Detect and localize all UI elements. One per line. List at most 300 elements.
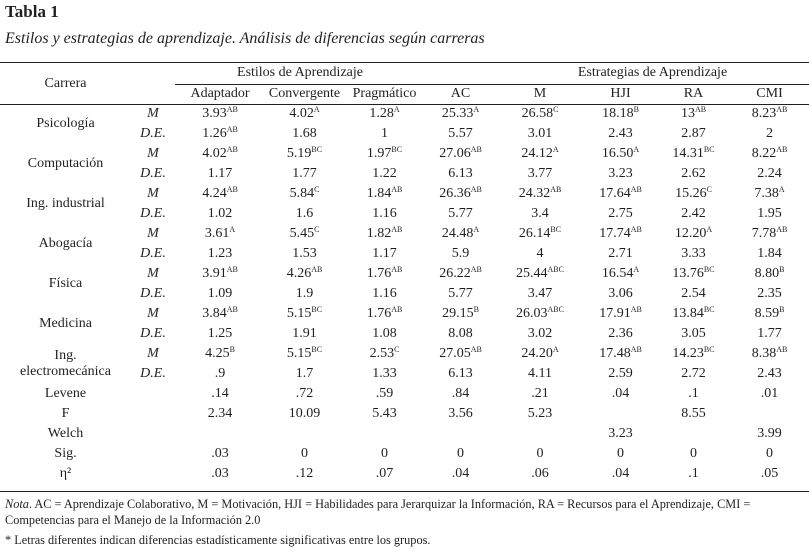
value-cell	[265, 224, 344, 244]
cell-value: 2.59	[608, 366, 633, 381]
value-cell	[730, 264, 809, 284]
value-cell	[344, 124, 425, 144]
header-estilos-group: Estilos de Aprendizaje	[175, 63, 425, 84]
value-cell	[496, 324, 584, 344]
summary-value: 0	[617, 446, 625, 461]
carrera-label: Computación	[27, 156, 104, 171]
stat-label: M	[147, 146, 159, 161]
group-letters: B	[473, 305, 479, 314]
col-header: M	[533, 86, 547, 102]
cell-value: 24.32	[518, 186, 551, 201]
value-cell	[425, 304, 496, 324]
stat-label: M	[147, 266, 159, 281]
cell-value: 15.26	[675, 186, 707, 201]
summary-value: .21	[531, 386, 549, 401]
value-cell	[584, 244, 657, 264]
value-cell	[265, 184, 344, 204]
group-letters: AB	[226, 265, 238, 274]
cell-value: 1.77	[292, 166, 317, 181]
group-letters: AB	[694, 105, 707, 114]
value-cell	[175, 244, 265, 264]
summary-value: .06	[531, 466, 549, 481]
col-header: Pragmático	[352, 86, 417, 102]
value-cell	[496, 184, 584, 204]
cell-value: 24.20	[521, 346, 553, 361]
summary-value: .1	[688, 386, 699, 401]
cell-value: 26.36	[439, 186, 471, 201]
group-letters: AB	[470, 185, 482, 194]
group-letters: AB	[226, 145, 238, 154]
cell-value: 26.03	[516, 306, 548, 321]
value-cell	[425, 244, 496, 264]
cell-value: 2.87	[681, 126, 706, 141]
summary-label: Levene	[44, 386, 87, 401]
value-cell	[584, 164, 657, 184]
stat-label: D.E.	[140, 166, 166, 181]
summary-label: η²	[59, 466, 72, 481]
value-cell	[496, 284, 584, 304]
value-cell	[265, 364, 344, 384]
value-cell	[265, 264, 344, 284]
value-cell	[425, 204, 496, 224]
cell-value: 7.78	[751, 226, 777, 241]
carrera-label: Ing. industrial	[26, 196, 105, 211]
cell-value: 1.02	[207, 206, 233, 221]
value-cell	[175, 104, 265, 124]
cell-value: 5.77	[448, 286, 473, 301]
cell-value: 1.6	[295, 206, 314, 221]
cell-value: 4.26	[286, 266, 312, 281]
summary-label: Welch	[47, 426, 84, 441]
cell-value: 8.08	[448, 326, 473, 341]
summary-value	[425, 424, 496, 444]
group-letters: AB	[226, 305, 238, 314]
value-cell	[344, 264, 425, 284]
value-cell	[657, 104, 730, 124]
cell-value: 14.23	[672, 346, 704, 361]
cell-value: 1.84	[366, 186, 392, 201]
group-letters: BC	[703, 265, 715, 274]
cell-value: 1.17	[207, 166, 233, 181]
summary-row	[0, 404, 809, 424]
value-cell	[657, 264, 730, 284]
value-cell	[175, 324, 265, 344]
value-cell	[657, 324, 730, 344]
cell-value: 3.05	[681, 326, 706, 341]
summary-value: .59	[375, 386, 394, 401]
value-cell	[730, 204, 809, 224]
summary-value: 0	[690, 446, 698, 461]
value-cell	[425, 144, 496, 164]
cell-value: 26.58	[521, 106, 554, 121]
summary-value: .04	[611, 466, 630, 481]
group-letters: AB	[226, 125, 238, 134]
summary-value: .03	[211, 466, 229, 481]
cell-value: 1.68	[292, 126, 317, 141]
group-letters: C	[553, 105, 559, 114]
cell-value: 8.38	[751, 346, 777, 361]
value-cell	[584, 304, 657, 324]
value-cell	[584, 344, 657, 364]
table-footnote: * Letras diferentes indican diferencias estadísticamente significativas entre los grupos.	[5, 533, 431, 547]
value-cell	[344, 164, 425, 184]
value-cell	[730, 284, 809, 304]
summary-value	[175, 424, 265, 444]
group-letters: BC	[703, 345, 715, 354]
stat-label: D.E.	[140, 366, 166, 381]
cell-value: 8.22	[751, 146, 777, 161]
summary-row	[0, 384, 809, 404]
value-cell	[344, 104, 425, 124]
group-letters: C	[314, 185, 320, 194]
group-letters: A	[706, 225, 713, 234]
group-letters: A	[778, 185, 785, 194]
cell-value: 2.36	[608, 326, 633, 341]
summary-value	[657, 424, 730, 444]
value-cell	[496, 244, 584, 264]
table-row	[0, 264, 809, 284]
group-letters: A	[393, 105, 400, 114]
group-letters: B	[229, 345, 235, 354]
value-cell	[175, 224, 265, 244]
summary-value	[265, 424, 344, 444]
summary-label: Sig.	[54, 446, 77, 461]
carrera-label: Medicina	[39, 316, 92, 331]
value-cell	[175, 304, 265, 324]
value-cell	[425, 344, 496, 364]
value-cell	[730, 104, 809, 124]
value-cell	[496, 124, 584, 144]
summary-value: .04	[611, 386, 630, 401]
value-cell	[657, 164, 730, 184]
summary-value: 8.55	[681, 406, 706, 421]
carrera-label: Abogacía	[38, 236, 93, 251]
summary-value	[584, 404, 657, 424]
group-letters: AB	[470, 265, 482, 274]
summary-value: .03	[211, 446, 229, 461]
cell-value: 3.02	[527, 326, 553, 341]
stat-label: D.E.	[140, 206, 166, 221]
group-letters: A	[313, 105, 320, 114]
table-row	[0, 184, 809, 204]
summary-value	[344, 424, 425, 444]
cell-value: .9	[214, 366, 226, 381]
cell-value: 2.72	[681, 366, 706, 381]
carrera-label-line: Ing.	[54, 348, 77, 363]
cell-value: 2.53	[369, 346, 395, 361]
summary-value: 0	[766, 446, 774, 461]
cell-value: 5.45	[289, 226, 315, 241]
cell-value: 6.13	[448, 166, 473, 181]
cell-value: 24.48	[441, 226, 474, 241]
group-letters: AB	[630, 345, 642, 354]
cell-value: 5.77	[448, 206, 473, 221]
table-note	[5, 496, 805, 528]
summary-value: .07	[375, 466, 394, 481]
value-cell	[496, 344, 584, 364]
header-rule	[0, 104, 809, 105]
cell-value: 1.77	[757, 326, 782, 341]
value-cell	[175, 344, 265, 364]
cell-value: 3.01	[527, 126, 553, 141]
value-cell	[425, 124, 496, 144]
group-letters: A	[552, 345, 559, 354]
value-cell	[496, 104, 584, 124]
value-cell	[730, 244, 809, 264]
group-letters: AB	[550, 185, 562, 194]
cell-value: 3.06	[608, 286, 633, 301]
cell-value: 1.91	[292, 326, 317, 341]
value-cell	[657, 224, 730, 244]
summary-label: F	[61, 406, 70, 421]
stat-label: M	[147, 306, 159, 321]
stat-label: D.E.	[140, 326, 166, 341]
value-cell	[175, 124, 265, 144]
cell-value: 5.57	[448, 126, 473, 141]
summary-row	[0, 464, 809, 484]
cell-value: 1.09	[207, 286, 233, 301]
summary-value: .01	[760, 386, 779, 401]
value-cell	[265, 344, 344, 364]
group-letters: AB	[391, 225, 403, 234]
cell-value: 8.80	[754, 266, 780, 281]
col-header: CMI	[756, 86, 783, 102]
carrera-label: Física	[48, 276, 83, 291]
value-cell	[175, 264, 265, 284]
summary-value: .84	[451, 386, 470, 401]
summary-value: 3.23	[608, 426, 633, 441]
cell-value: 4.11	[528, 366, 552, 381]
value-cell	[584, 284, 657, 304]
cell-value: 1.16	[372, 286, 397, 301]
summary-value: .72	[295, 386, 314, 401]
group-letters: AB	[311, 265, 323, 274]
value-cell	[730, 344, 809, 364]
cell-value: 1.9	[295, 286, 314, 301]
value-cell	[265, 104, 344, 124]
stat-label: D.E.	[140, 246, 166, 261]
value-cell	[657, 124, 730, 144]
col-header: HJI	[610, 86, 631, 102]
group-letters: C	[394, 345, 400, 354]
table-row	[0, 144, 809, 164]
cell-value: 6.13	[448, 366, 473, 381]
value-cell	[584, 124, 657, 144]
cell-value: 1.84	[757, 246, 782, 261]
cell-value: 27.06	[439, 146, 471, 161]
value-cell	[344, 184, 425, 204]
group-letters: B	[779, 305, 785, 314]
group-letters: BC	[703, 145, 715, 154]
cell-value: 26.22	[439, 266, 471, 281]
group-letters: A	[633, 265, 640, 274]
value-cell	[265, 164, 344, 184]
cell-value: 5.15	[286, 346, 312, 361]
summary-value	[730, 404, 809, 424]
cell-value: 2.35	[757, 286, 782, 301]
group-letters: B	[779, 265, 785, 274]
cell-value: 25.33	[441, 106, 474, 121]
summary-value: .04	[451, 466, 470, 481]
summary-value: .12	[295, 466, 314, 481]
group-letters: BC	[550, 225, 562, 234]
cell-value: 2.24	[757, 166, 782, 181]
value-cell	[175, 144, 265, 164]
cell-value: 1.23	[207, 246, 233, 261]
value-cell	[584, 224, 657, 244]
value-cell	[425, 104, 496, 124]
value-cell	[344, 244, 425, 264]
cell-value: 13.76	[672, 266, 704, 281]
group-letters: AB	[776, 345, 788, 354]
group-letters: ABC	[547, 305, 564, 314]
group-letters: A	[473, 225, 480, 234]
cell-value: 1.16	[372, 206, 397, 221]
value-cell	[496, 224, 584, 244]
summary-value: 10.09	[288, 406, 321, 421]
cell-value: 14.31	[672, 146, 704, 161]
value-cell	[344, 364, 425, 384]
value-cell	[496, 204, 584, 224]
cell-value: 16.54	[601, 266, 634, 281]
group-letters: AB	[470, 345, 482, 354]
cell-value: 1.76	[366, 266, 392, 281]
value-cell	[657, 344, 730, 364]
value-cell	[425, 284, 496, 304]
summary-row	[0, 424, 809, 444]
cell-value: 3.77	[527, 166, 553, 181]
group-letters: AB	[391, 185, 403, 194]
cell-value: 7.38	[754, 186, 779, 201]
summary-value: 3.99	[757, 426, 782, 441]
value-cell	[584, 104, 657, 124]
results-table	[0, 63, 809, 484]
cell-value: 26.14	[518, 226, 551, 241]
cell-value: 24.12	[521, 146, 553, 161]
cell-value: 1.33	[372, 366, 397, 381]
col-header: Convergente	[268, 86, 341, 102]
col-header: AC	[450, 86, 471, 102]
summary-row	[0, 444, 809, 464]
group-letters: AB	[226, 185, 238, 194]
value-cell	[730, 324, 809, 344]
group-letters: AB	[470, 145, 482, 154]
value-cell	[265, 244, 344, 264]
group-letters: BC	[311, 305, 323, 314]
value-cell	[657, 144, 730, 164]
cell-value: 2.43	[757, 366, 782, 381]
cell-value: 13	[680, 106, 695, 121]
value-cell	[425, 184, 496, 204]
value-cell	[425, 324, 496, 344]
header-carrera: Carrera	[44, 75, 87, 91]
cell-value: 1.82	[366, 226, 392, 241]
cell-value: 3.61	[204, 226, 230, 241]
summary-value: 0	[536, 446, 544, 461]
value-cell	[265, 304, 344, 324]
value-cell	[175, 364, 265, 384]
group-letters: BC	[311, 145, 323, 154]
cell-value: 2.75	[608, 206, 633, 221]
group-letters: AB	[226, 105, 238, 114]
cell-value: 5.19	[286, 146, 312, 161]
stat-label: M	[147, 186, 159, 201]
bottom-rule	[0, 491, 809, 492]
carrera-label	[0, 344, 131, 384]
cell-value: 4.02	[289, 106, 314, 121]
cell-value: 3.91	[202, 266, 227, 281]
value-cell	[657, 184, 730, 204]
value-cell	[496, 264, 584, 284]
cell-value: 1.17	[372, 246, 397, 261]
value-cell	[730, 364, 809, 384]
carrera-label-line: electromecánica	[20, 364, 111, 379]
cell-value: 5.9	[451, 246, 470, 261]
summary-value: 3.56	[448, 406, 473, 421]
cell-value: 2.54	[681, 286, 706, 301]
table-row	[0, 224, 809, 244]
value-cell	[175, 284, 265, 304]
value-cell	[496, 364, 584, 384]
summary-value: 0	[457, 446, 465, 461]
group-letters: BC	[391, 145, 403, 154]
group-letters: A	[633, 145, 640, 154]
cell-value: 1.76	[366, 306, 392, 321]
value-cell	[344, 144, 425, 164]
cell-value: 17.64	[599, 186, 631, 201]
value-cell	[730, 184, 809, 204]
cell-value: 8.59	[754, 306, 780, 321]
value-cell	[425, 164, 496, 184]
cell-value: 17.91	[599, 306, 631, 321]
cell-value: 1.22	[372, 166, 397, 181]
cell-value: 2.43	[608, 126, 633, 141]
cell-value: 2	[766, 126, 774, 141]
value-cell	[657, 244, 730, 264]
group-letters: AB	[776, 145, 788, 154]
cell-value: 1.7	[295, 366, 314, 381]
value-cell	[425, 224, 496, 244]
group-letters: AB	[391, 265, 403, 274]
cell-value: 3.84	[202, 306, 227, 321]
cell-value: 18.18	[602, 106, 634, 121]
value-cell	[584, 364, 657, 384]
value-cell	[265, 204, 344, 224]
cell-value: 29.15	[442, 306, 474, 321]
value-cell	[344, 344, 425, 364]
value-cell	[265, 124, 344, 144]
cell-value: 1.53	[292, 246, 317, 261]
value-cell	[657, 284, 730, 304]
value-cell	[175, 204, 265, 224]
value-cell	[730, 144, 809, 164]
value-cell	[344, 224, 425, 244]
group-letters: AB	[391, 305, 403, 314]
cell-value: 1.26	[202, 126, 227, 141]
value-cell	[584, 144, 657, 164]
value-cell	[730, 304, 809, 324]
value-cell	[344, 304, 425, 324]
value-cell	[657, 304, 730, 324]
value-cell	[730, 164, 809, 184]
cell-value: 4.24	[202, 186, 227, 201]
group-letters: A	[552, 145, 559, 154]
group-letters: B	[633, 105, 639, 114]
cell-value: 12.20	[674, 226, 707, 241]
col-header: RA	[683, 86, 704, 102]
value-cell	[265, 144, 344, 164]
value-cell	[344, 284, 425, 304]
